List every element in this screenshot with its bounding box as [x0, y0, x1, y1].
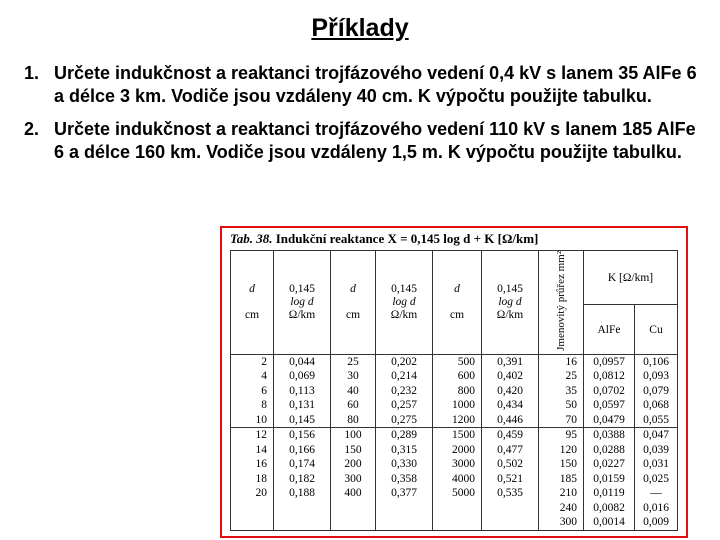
- table-cell-d2: 80: [331, 413, 376, 428]
- table-cell-v3: [482, 515, 539, 530]
- table-cell-cu: 0,039: [635, 443, 678, 458]
- table-cell-d3: 3000: [433, 457, 482, 472]
- table-row: [231, 428, 678, 443]
- table-cell-d3: [433, 501, 482, 516]
- page-title: Příklady: [311, 14, 409, 42]
- table-cell-cu: 0,031: [635, 457, 678, 472]
- table-cell-s: 35: [539, 384, 584, 399]
- table-cell-s: 185: [539, 472, 584, 487]
- table-cell-v1: 0,069: [274, 369, 331, 384]
- header-d-unit: cm: [449, 308, 465, 321]
- task-list: [24, 62, 704, 174]
- table-cell-v3: 0,402: [482, 369, 539, 384]
- table-cell-v3: 0,459: [482, 428, 539, 443]
- table-body: [231, 354, 678, 530]
- reactance-table-image: [220, 226, 688, 538]
- table-cell-s: 300: [539, 515, 584, 530]
- table-cell-v1: [274, 501, 331, 516]
- table-cell-d2: 30: [331, 369, 376, 384]
- table-cell-d1: 12: [231, 428, 274, 443]
- table-cell-d3: 1500: [433, 428, 482, 443]
- header-f-col3: [482, 251, 539, 355]
- header-f-coef: 0,145: [497, 282, 523, 295]
- header-d-symbol: d: [249, 282, 255, 295]
- header-alfe: AlFe: [584, 305, 635, 354]
- task-number: 2.: [24, 119, 40, 139]
- table-cell-d2: [331, 501, 376, 516]
- table-cell-s: 120: [539, 443, 584, 458]
- task-text: Určete indukčnost a reaktanci trojfázového vedení 110 kV s lanem 185 AlFe 6 a délce 160 km. Vodiče jsou vzdáleny 1,5 m. K výpočtu použijte tabulku.: [54, 119, 696, 162]
- table-cell-v3: 0,535: [482, 486, 539, 501]
- header-d-unit: cm: [345, 308, 361, 321]
- table-row: [231, 457, 678, 472]
- table-cell-v1: 0,166: [274, 443, 331, 458]
- task-item-2: [24, 118, 704, 164]
- header-d-col1: [231, 251, 274, 355]
- header-f-log: log d: [498, 295, 522, 308]
- table-row: [231, 398, 678, 413]
- header-f-coef: 0,145: [391, 282, 417, 295]
- table-cell-cu: 0,093: [635, 369, 678, 384]
- table-row: [231, 515, 678, 530]
- table-cell-d1: 8: [231, 398, 274, 413]
- table-cell-d2: [331, 515, 376, 530]
- table-cell-d2: 400: [331, 486, 376, 501]
- table-cell-d2: 200: [331, 457, 376, 472]
- header-cu: Cu: [635, 305, 678, 354]
- table-cell-s: 25: [539, 369, 584, 384]
- table-cell-d3: 1000: [433, 398, 482, 413]
- table-cell-v1: 0,145: [274, 413, 331, 428]
- table-row: [231, 472, 678, 487]
- table-cell-cu: 0,068: [635, 398, 678, 413]
- task-item-1: [24, 62, 704, 108]
- table-cell-s: 150: [539, 457, 584, 472]
- header-d-unit: cm: [244, 308, 260, 321]
- header-d-col2: [331, 251, 376, 355]
- table-cell-cu: 0,055: [635, 413, 678, 428]
- table-cell-alfe: 0,0479: [584, 413, 635, 428]
- table-cell-d2: 60: [331, 398, 376, 413]
- table-cell-alfe: 0,0597: [584, 398, 635, 413]
- table-cell-s: 70: [539, 413, 584, 428]
- header-k-label: K [Ω/km]: [607, 271, 654, 284]
- table-caption-label: Tab. 38.: [230, 231, 273, 246]
- header-f-col1: [274, 251, 331, 355]
- table-cell-v3: 0,446: [482, 413, 539, 428]
- table-row: [231, 354, 678, 369]
- table-cell-s: 16: [539, 354, 584, 369]
- table-cell-cu: 0,047: [635, 428, 678, 443]
- task-text: Určete indukčnost a reaktanci trojfázového vedení 0,4 kV s lanem 35 AlFe 6 a délce 3 km. Vodiče jsou vzdáleny 40 cm. K výpočtu použijte tabulku.: [54, 63, 697, 106]
- table-cell-cu: 0,009: [635, 515, 678, 530]
- reactance-table: [230, 250, 678, 531]
- table-cell-v2: 0,202: [376, 354, 433, 369]
- table-cell-cu: —: [635, 486, 678, 501]
- table-cell-d2: 100: [331, 428, 376, 443]
- table-row: [231, 413, 678, 428]
- table-cell-v3: 0,391: [482, 354, 539, 369]
- table-cell-v3: 0,521: [482, 472, 539, 487]
- header-f-unit: Ω/km: [390, 308, 418, 321]
- table-cell-d1: 4: [231, 369, 274, 384]
- table-cell-alfe: 0,0227: [584, 457, 635, 472]
- table-cell-v2: 0,358: [376, 472, 433, 487]
- table-cell-cu: 0,106: [635, 354, 678, 369]
- table-cell-s: 210: [539, 486, 584, 501]
- table-cell-v3: [482, 501, 539, 516]
- table-caption: [230, 231, 538, 247]
- table-cell-d3: 4000: [433, 472, 482, 487]
- table-cell-d2: 300: [331, 472, 376, 487]
- table-cell-v1: 0,174: [274, 457, 331, 472]
- table-cell-d1: 6: [231, 384, 274, 399]
- header-f-unit: Ω/km: [496, 308, 524, 321]
- header-cross-section-label: Jmenovitý průřez mm²: [555, 251, 567, 351]
- table-cell-alfe: 0,0957: [584, 354, 635, 369]
- task-number: 1.: [24, 63, 40, 83]
- table-cell-alfe: 0,0159: [584, 472, 635, 487]
- table-cell-d1: 2: [231, 354, 274, 369]
- table-cell-v3: 0,420: [482, 384, 539, 399]
- table-cell-v2: 0,377: [376, 486, 433, 501]
- table-cell-alfe: 0,0812: [584, 369, 635, 384]
- table-cell-v2: [376, 515, 433, 530]
- table-cell-s: 95: [539, 428, 584, 443]
- table-cell-v2: 0,257: [376, 398, 433, 413]
- table-cell-v2: 0,330: [376, 457, 433, 472]
- table-cell-d2: 150: [331, 443, 376, 458]
- table-cell-d2: 25: [331, 354, 376, 369]
- header-f-col2: [376, 251, 433, 355]
- table-cell-alfe: 0,0082: [584, 501, 635, 516]
- table-cell-d3: 800: [433, 384, 482, 399]
- table-cell-alfe: 0,0388: [584, 428, 635, 443]
- table-cell-v2: 0,232: [376, 384, 433, 399]
- header-d-col3: [433, 251, 482, 355]
- table-cell-v1: 0,182: [274, 472, 331, 487]
- table-cell-cu: 0,025: [635, 472, 678, 487]
- table-cell-v1: 0,131: [274, 398, 331, 413]
- table-cell-v1: 0,156: [274, 428, 331, 443]
- table-cell-s: 240: [539, 501, 584, 516]
- table-row: [231, 443, 678, 458]
- table-cell-v1: 0,188: [274, 486, 331, 501]
- table-cell-d3: 1200: [433, 413, 482, 428]
- header-f-log: log d: [392, 295, 416, 308]
- table-cell-alfe: 0,0119: [584, 486, 635, 501]
- table-cell-d2: 40: [331, 384, 376, 399]
- table-cell-s: 50: [539, 398, 584, 413]
- table-cell-d3: 600: [433, 369, 482, 384]
- header-d-symbol: d: [350, 282, 356, 295]
- table-row: [231, 384, 678, 399]
- table-cell-v2: 0,275: [376, 413, 433, 428]
- table-cell-v2: 0,214: [376, 369, 433, 384]
- header-f-log: log d: [290, 295, 314, 308]
- table-cell-d3: 5000: [433, 486, 482, 501]
- table-cell-v1: [274, 515, 331, 530]
- table-cell-v3: 0,502: [482, 457, 539, 472]
- table-cell-v2: [376, 501, 433, 516]
- table-cell-d1: 10: [231, 413, 274, 428]
- table-cell-v1: 0,113: [274, 384, 331, 399]
- table-cell-d1: [231, 515, 274, 530]
- header-cross-section: [539, 251, 584, 355]
- header-f-unit: Ω/km: [288, 308, 316, 321]
- table-cell-d1: [231, 501, 274, 516]
- table-cell-d1: 14: [231, 443, 274, 458]
- table-cell-v2: 0,315: [376, 443, 433, 458]
- table-row: [231, 501, 678, 516]
- table-cell-alfe: 0,0702: [584, 384, 635, 399]
- table-cell-d1: 16: [231, 457, 274, 472]
- table-caption-text: Indukční reaktance X = 0,145 log d + K [Ω/km]: [275, 231, 539, 246]
- table-cell-cu: 0,079: [635, 384, 678, 399]
- table-row: [231, 486, 678, 501]
- table-cell-d1: 20: [231, 486, 274, 501]
- table-row: [231, 369, 678, 384]
- table-cell-d3: 2000: [433, 443, 482, 458]
- header-d-symbol: d: [454, 282, 460, 295]
- table-cell-alfe: 0,0014: [584, 515, 635, 530]
- table-cell-v3: 0,477: [482, 443, 539, 458]
- table-cell-alfe: 0,0288: [584, 443, 635, 458]
- table-cell-v2: 0,289: [376, 428, 433, 443]
- table-cell-d1: 18: [231, 472, 274, 487]
- table-cell-v3: 0,434: [482, 398, 539, 413]
- table-cell-d3: 500: [433, 354, 482, 369]
- table-cell-cu: 0,016: [635, 501, 678, 516]
- header-k-group: [584, 251, 678, 305]
- table-cell-d3: [433, 515, 482, 530]
- table-cell-v1: 0,044: [274, 354, 331, 369]
- header-f-coef: 0,145: [289, 282, 315, 295]
